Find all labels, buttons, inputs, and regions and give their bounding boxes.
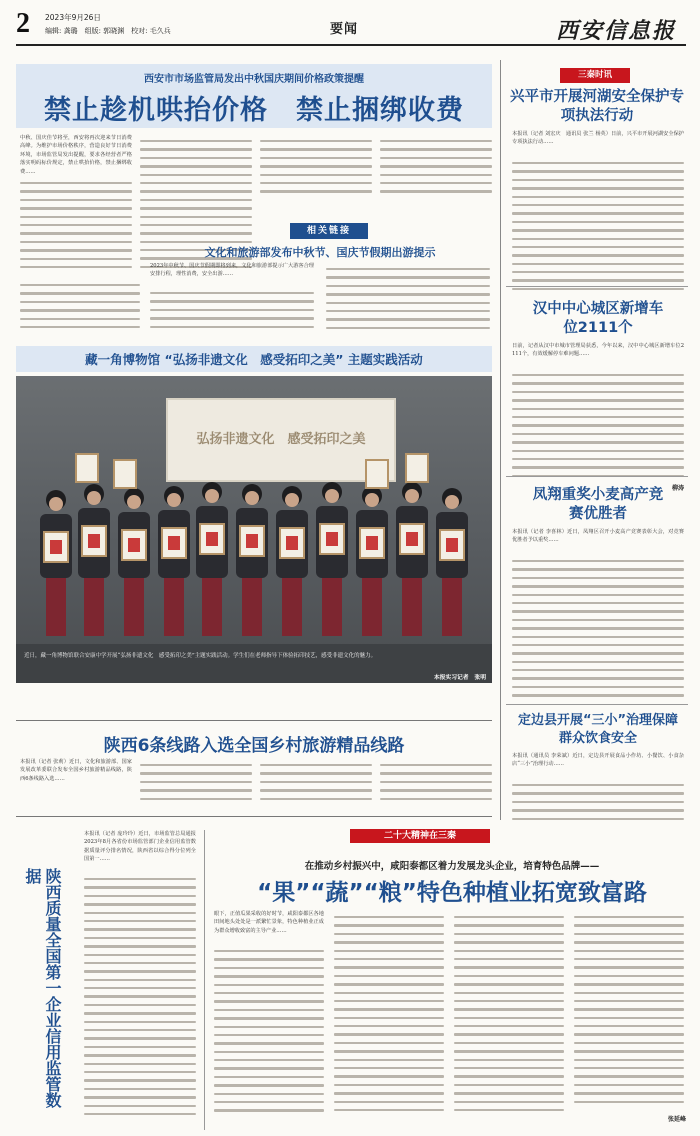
lead-col-4 [380,134,492,199]
editors-line: 编辑: 龚璐 组版: 郭晓渊 校对: 毛久兵 [45,27,171,35]
lead-body-text: 中秋、国庆佳节将至，西安将再次迎来节日消费高峰。为维护市场价格秩序，营造良好节日消费环境，市场监管局发出提醒，要求各经营者严格落实明码标价规定，禁止哄抬价格，禁止捆绑收费…… [20,135,132,175]
special-banner [350,829,490,843]
lead-headline: 禁止趁机哄抬价格 禁止捆绑收费 [44,95,464,126]
s2-rule [506,476,688,477]
s3-body [512,528,684,703]
s2-headline: 汉中中心城区新增车位2111个 [532,301,664,336]
photo-credit: 本报实习记者 张明 [433,675,486,681]
culture-col-2 [326,262,490,335]
group-photo [16,376,492,683]
paper-logo: 西安信息报 [556,18,677,44]
s2-credit: 柳涛 [671,485,684,493]
s1-body-text: 本报讯（记者 刘宏庆 通讯员 张兰 杨英）日前，兴平市开展河湖安全保护专项执法行动…… [512,131,684,146]
masthead-rule [16,44,686,46]
students-illustration [16,376,492,683]
culture-col-1 [150,286,314,334]
sidebar-divider [500,60,501,820]
credit-rule [16,816,492,817]
culture-body-text: 2023年中秋节、国庆节假期即将到来，文化和旅游部提示广大游客合理安排行程，理性消费，安全出游…… [150,263,314,278]
s1-rule [506,286,688,287]
special-col-3 [454,910,564,1117]
special-subtitle: 在推动乡村振兴中，咸阳泰都区着力发展龙头企业，培育特色品牌—— [304,861,600,872]
special-body [214,910,688,1126]
related-label: 相关链接 [290,223,368,239]
s4-headline: 定边县开展“三小”治理保障群众饮食安全 [517,713,679,746]
culture-headline: 文化和旅游部发布中秋节、国庆节假期出游提示 [204,246,436,259]
rural-col-4 [380,758,492,806]
issue-date: 2023年9月26日 [45,13,101,22]
s4-body-text: 本报讯（通讯员 李荣斌）近日，定边县开展食品小作坊、小餐饮、小食杂店“三小”治理行动…… [512,753,684,768]
sidebar-tag: 三秦时讯 [560,68,630,83]
page-number: 2 [16,8,30,39]
s1-body [512,130,684,296]
rural-headline: 陕西6条线路入选全国乡村旅游精品线路 [103,736,405,756]
section-title: 要闻 [330,22,359,37]
photo-banner-title: 藏一角博物馆 “弘扬非遗文化 感受拓印之美” 主题实践活动 [85,352,423,367]
lead-col-1 [20,176,132,274]
special-banner-text: 二十大精神在三秦 [383,831,456,841]
credit-body [84,830,196,1130]
special-col-1 [214,944,324,1118]
s2-body [512,342,684,492]
lead-subtitle: 西安市市场监管局发出中秋国庆期间价格政策提醒 [144,74,364,85]
rural-col-3 [260,758,372,806]
rural-body [20,758,492,812]
lead-col-3 [260,134,372,199]
lead-col-1-cont [20,278,140,334]
photo-caption: 近日，藏一角博物馆联合安康中学开展“弘扬非遗文化 感受拓印之美”主题实践活动。学生们在老师指导下体验拓印技艺，感受非遗文化的魅力。 [24,653,377,659]
s1-headline: 兴平市开展河湖安全保护专项执法行动 [510,89,684,124]
rural-rule [16,720,492,721]
s3-headline: 凤翔重奖小麦高产竞赛优胜者 [532,487,664,522]
s1-col [512,162,684,290]
photo-backdrop-text: 弘扬非遗文化 感受拓印之美 [196,432,366,447]
credit-body-text: 本报讯（记者 庞玲玲）近日，市场监管总局通报2023年8月各省份市场监管部门企业信用监管数据质量评分排名情况，陕西省以综合得分位列全国第一…… [84,831,196,863]
s2-col [512,374,684,477]
s4-body [512,752,684,826]
s3-col [512,560,684,697]
special-col-4 [574,910,684,1109]
special-col-2 [334,910,444,1117]
culture-body [150,262,490,332]
credit-divider [204,830,205,1130]
rural-body-text: 本报讯（记者 张莉）近日，文化和旅游部、国家发展改革委联合发布全国乡村旅游精品线路，陕西6条线路入选…… [20,759,132,782]
special-headline: “果”“蔬”“粮”特色种植业拓宽致富路 [257,880,647,906]
special-credit: 张延峰 [667,1116,686,1123]
special-body-text: 眼下，正值瓜果采收的好时节，咸阳泰都区各地田间地头处处是一派繁忙景象，特色种植业正成为群众增收致富的主导产业…… [214,911,324,934]
s4-col [512,784,684,820]
s2-body-text: 日前，记者从汉中市城市管理局获悉，今年以来，汉中中心城区新增车位2111个，有效缓解停车难问题…… [512,343,684,358]
s3-rule [506,704,688,705]
rural-col-2 [140,758,252,806]
credit-vertical-title: 陕西质量全国第一企业信用监管数据 [23,868,62,1108]
credit-col [84,878,196,1115]
s3-body-text: 本报讯（记者 李喜林）近日，凤翔区召开小麦高产竞赛表彰大会，对竞赛优胜者予以重奖…… [512,529,684,544]
